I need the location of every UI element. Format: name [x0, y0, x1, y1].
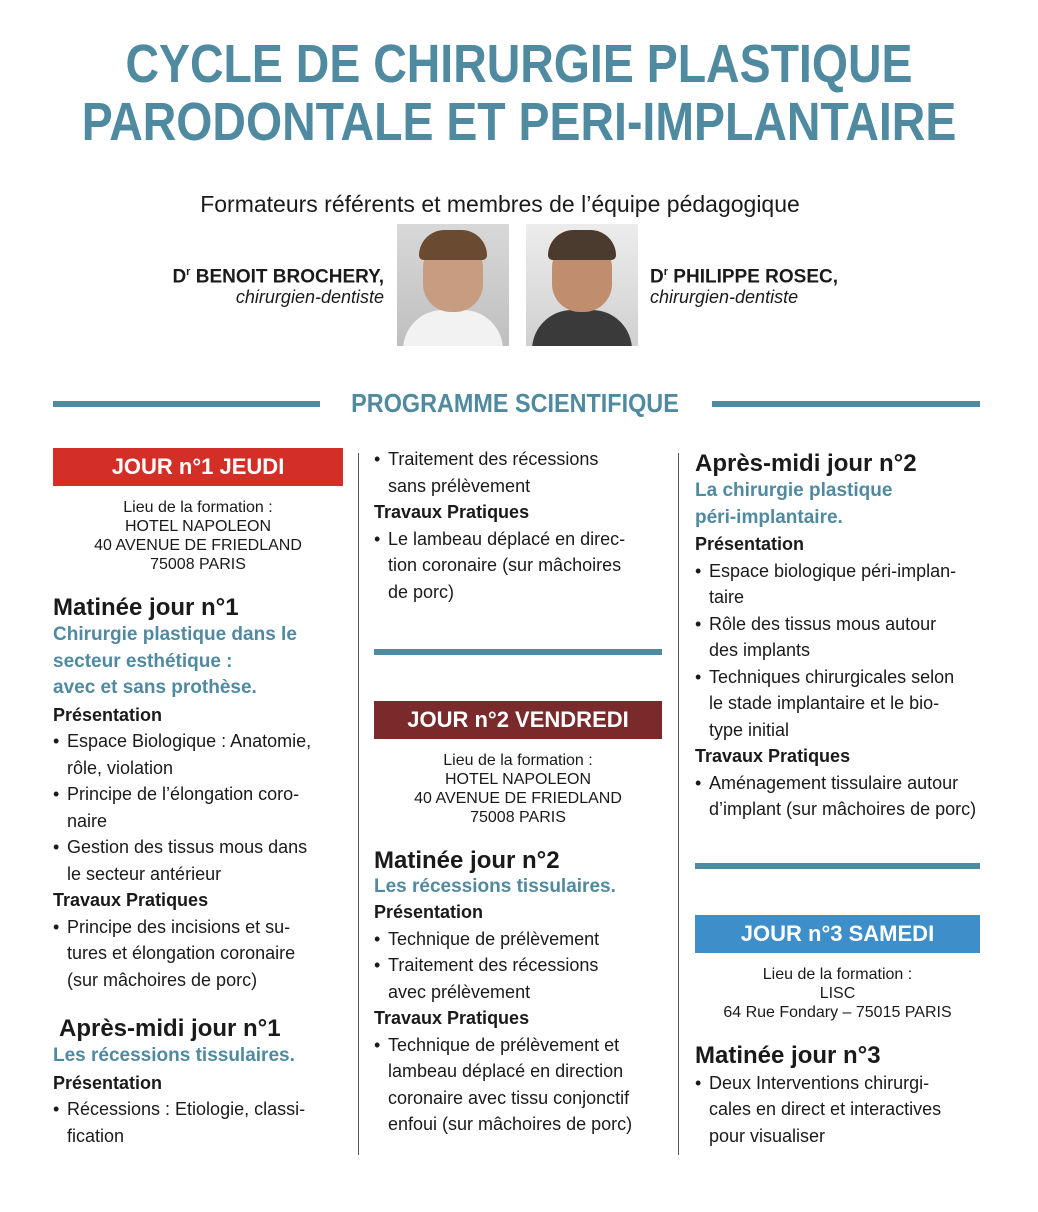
- list-item-line: sans prélèvement: [388, 475, 531, 496]
- list-item-line: type initial: [709, 719, 790, 740]
- text-line: Lieu de la formation :: [762, 965, 913, 983]
- list-item-line: des implants: [709, 640, 811, 660]
- list-item-line: rôle, violation: [67, 757, 174, 778]
- text-line: La chirurgie plastique: [695, 480, 893, 501]
- doctor-1-photo: [397, 224, 509, 346]
- list-item-line: avec prélèvement: [388, 981, 531, 1002]
- day1-afternoon-title: Après-midi jour n°1: [59, 1015, 281, 1042]
- text-line: péri-implantaire.: [695, 506, 843, 528]
- list-item-line: Technique de prélèvement et: [388, 1034, 620, 1055]
- list-item: [53, 1096, 343, 1149]
- day1-tp-list: [53, 914, 343, 994]
- doctor-1: $D^r$ BENOIT BROCHERY, chirurgien-dentiste: [172, 266, 384, 308]
- col2-divider: [374, 649, 662, 655]
- list-item: [695, 1070, 987, 1150]
- day3-morning-title: Matinée jour n°3: [695, 1041, 881, 1069]
- list-item: [695, 770, 987, 823]
- text-line: HOTEL NAPOLEON: [124, 518, 272, 535]
- column-1: [53, 448, 343, 1149]
- day2-header: JOUR n°2 VENDREDI: [374, 701, 662, 739]
- day2-morning-subtitle: Les récessions tissulaires.: [374, 876, 616, 897]
- text-line: 40 AVENUE DE FRIEDLAND: [94, 537, 302, 554]
- list-item-line: Deux Interventions chirurgi-: [709, 1072, 930, 1093]
- list-item: [695, 611, 987, 664]
- list-item-line: pour visualiser: [709, 1125, 826, 1146]
- list-item: [53, 914, 343, 994]
- day1-presentation-label: Présentation: [53, 704, 163, 725]
- day1-header: JOUR n°1 JEUDI: [53, 448, 343, 486]
- day2-presentation-label: Présentation: [374, 902, 484, 922]
- list-item: [53, 781, 343, 834]
- day1-morning-subtitle: [53, 622, 343, 702]
- list-item-line: Principe des incisions et su-: [67, 916, 291, 937]
- col3-presentation-list: [695, 558, 987, 744]
- col3-divider: [695, 863, 980, 869]
- list-item-line: d’implant (sur mâchoires de porc): [709, 799, 977, 819]
- doctor-1-role: chirurgien-dentiste: [235, 287, 384, 308]
- doctor-2-role: chirurgien-dentiste: [650, 287, 799, 308]
- day2-tp-list: [374, 1032, 662, 1138]
- program-title: PROGRAMME SCIENTIFIQUE: [351, 388, 679, 418]
- list-item-line: coronaire avec tissu conjonctif: [388, 1087, 630, 1108]
- day1-location: [53, 498, 343, 574]
- col3-tp-list: [695, 770, 987, 823]
- list-item-line: Espace biologique péri-implan-: [709, 560, 957, 581]
- list-item: [374, 952, 662, 1005]
- text-line: Lieu de la formation :: [443, 752, 593, 769]
- list-item-line: tures et élongation coronaire: [67, 943, 296, 963]
- text-line: Chirurgie plastique dans le: [53, 624, 297, 645]
- col3-afternoon-title: Après-midi jour n°2: [695, 450, 917, 477]
- col2-tp-list: [374, 526, 662, 606]
- list-item: [374, 926, 662, 953]
- list-item-line: Traitement des récessions: [388, 449, 599, 469]
- list-item-line: Récessions : Etiologie, classi-: [67, 1099, 306, 1119]
- column-separator-2: [678, 453, 679, 1155]
- day2-location: [374, 751, 662, 827]
- list-item: [374, 446, 662, 499]
- list-item-line: le secteur antérieur: [67, 863, 222, 884]
- day1-afternoon-presentation-label: Présentation: [53, 1072, 163, 1093]
- col2-tp-label: Travaux Pratiques: [374, 502, 530, 522]
- divider-right: [712, 401, 980, 407]
- list-item-line: Gestion des tissus mous dans: [67, 837, 308, 857]
- text-line: Lieu de la formation :: [123, 499, 273, 516]
- divider-left: [53, 401, 320, 407]
- list-item-line: taire: [709, 587, 745, 607]
- list-item-line: naire: [67, 810, 108, 831]
- list-item: [374, 526, 662, 606]
- day3-items: [695, 1070, 987, 1150]
- day3-location: [695, 965, 980, 1022]
- text-line: 40 AVENUE DE FRIEDLAND: [414, 790, 622, 807]
- list-item: [53, 728, 343, 781]
- col2-items: [374, 446, 662, 499]
- list-item-line: Principe de l’élongation coro-: [67, 784, 300, 804]
- text-line: 64 Rue Fondary – 75015 PARIS: [723, 1003, 952, 1021]
- day1-afternoon-subtitle: Les récessions tissulaires.: [53, 1045, 295, 1066]
- subtitle: Formateurs référents et membres de l’équipe pédagogique: [200, 191, 800, 217]
- col3-presentation-label: Présentation: [695, 534, 805, 554]
- day1-presentation-list: [53, 728, 343, 887]
- list-item-line: (sur mâchoires de porc): [67, 969, 258, 990]
- day1-tp-label: Travaux Pratiques: [53, 890, 209, 910]
- title-line-1: CYCLE DE CHIRURGIE PLASTIQUE: [125, 34, 913, 94]
- day1-afternoon-presentation-list: [53, 1096, 343, 1149]
- title-line-2: PARODONTALE ET PERI-IMPLANTAIRE: [81, 92, 957, 152]
- list-item-line: lambeau déplacé en direction: [388, 1061, 624, 1081]
- day2-morning-title: Matinée jour n°2: [374, 847, 560, 874]
- day3-header: JOUR n°3 SAMEDI: [695, 915, 980, 953]
- day2-tp-label: Travaux Pratiques: [374, 1008, 530, 1028]
- list-item-line: Technique de prélèvement: [388, 928, 600, 949]
- column-2: [374, 446, 662, 1138]
- list-item-line: Traitement des récessions: [388, 955, 599, 975]
- list-item: [374, 1032, 662, 1138]
- list-item-line: enfoui (sur mâchoires de porc): [388, 1114, 633, 1134]
- text-line: LISC: [819, 984, 856, 1002]
- list-item-line: Techniques chirurgicales selon: [709, 666, 955, 687]
- text-line: secteur esthétique :: [53, 650, 233, 672]
- list-item-line: Aménagement tissulaire autour: [709, 772, 959, 793]
- doctor-2-photo: [526, 224, 638, 346]
- list-item-line: Rôle des tissus mous autour: [709, 613, 937, 634]
- day1-morning-title: Matinée jour n°1: [53, 594, 239, 621]
- list-item-line: fication: [67, 1125, 125, 1146]
- list-item-line: de porc): [388, 581, 455, 602]
- list-item-line: tion coronaire (sur mâchoires: [388, 555, 622, 575]
- text-line: HOTEL NAPOLEON: [444, 771, 592, 788]
- column-separator-1: [358, 453, 359, 1155]
- text-line: 75008 PARIS: [470, 809, 566, 826]
- list-item: [695, 558, 987, 611]
- list-item-line: Le lambeau déplacé en direc-: [388, 528, 626, 549]
- list-item-line: le stade implantaire et le bio-: [709, 693, 940, 713]
- day2-presentation-list: [374, 926, 662, 1006]
- text-line: avec et sans prothèse.: [53, 677, 257, 698]
- list-item: [695, 664, 987, 744]
- list-item-line: Espace Biologique : Anatomie,: [67, 731, 312, 751]
- col3-afternoon-subtitle: [695, 478, 987, 531]
- doctor-2: $D^r$ PHILIPPE ROSEC, chirurgien-dentiste: [650, 266, 838, 308]
- list-item-line: cales en direct et interactives: [709, 1099, 942, 1119]
- col3-tp-label: Travaux Pratiques: [695, 746, 851, 766]
- list-item: [53, 834, 343, 887]
- column-3: [695, 450, 987, 1149]
- text-line: 75008 PARIS: [150, 556, 246, 573]
